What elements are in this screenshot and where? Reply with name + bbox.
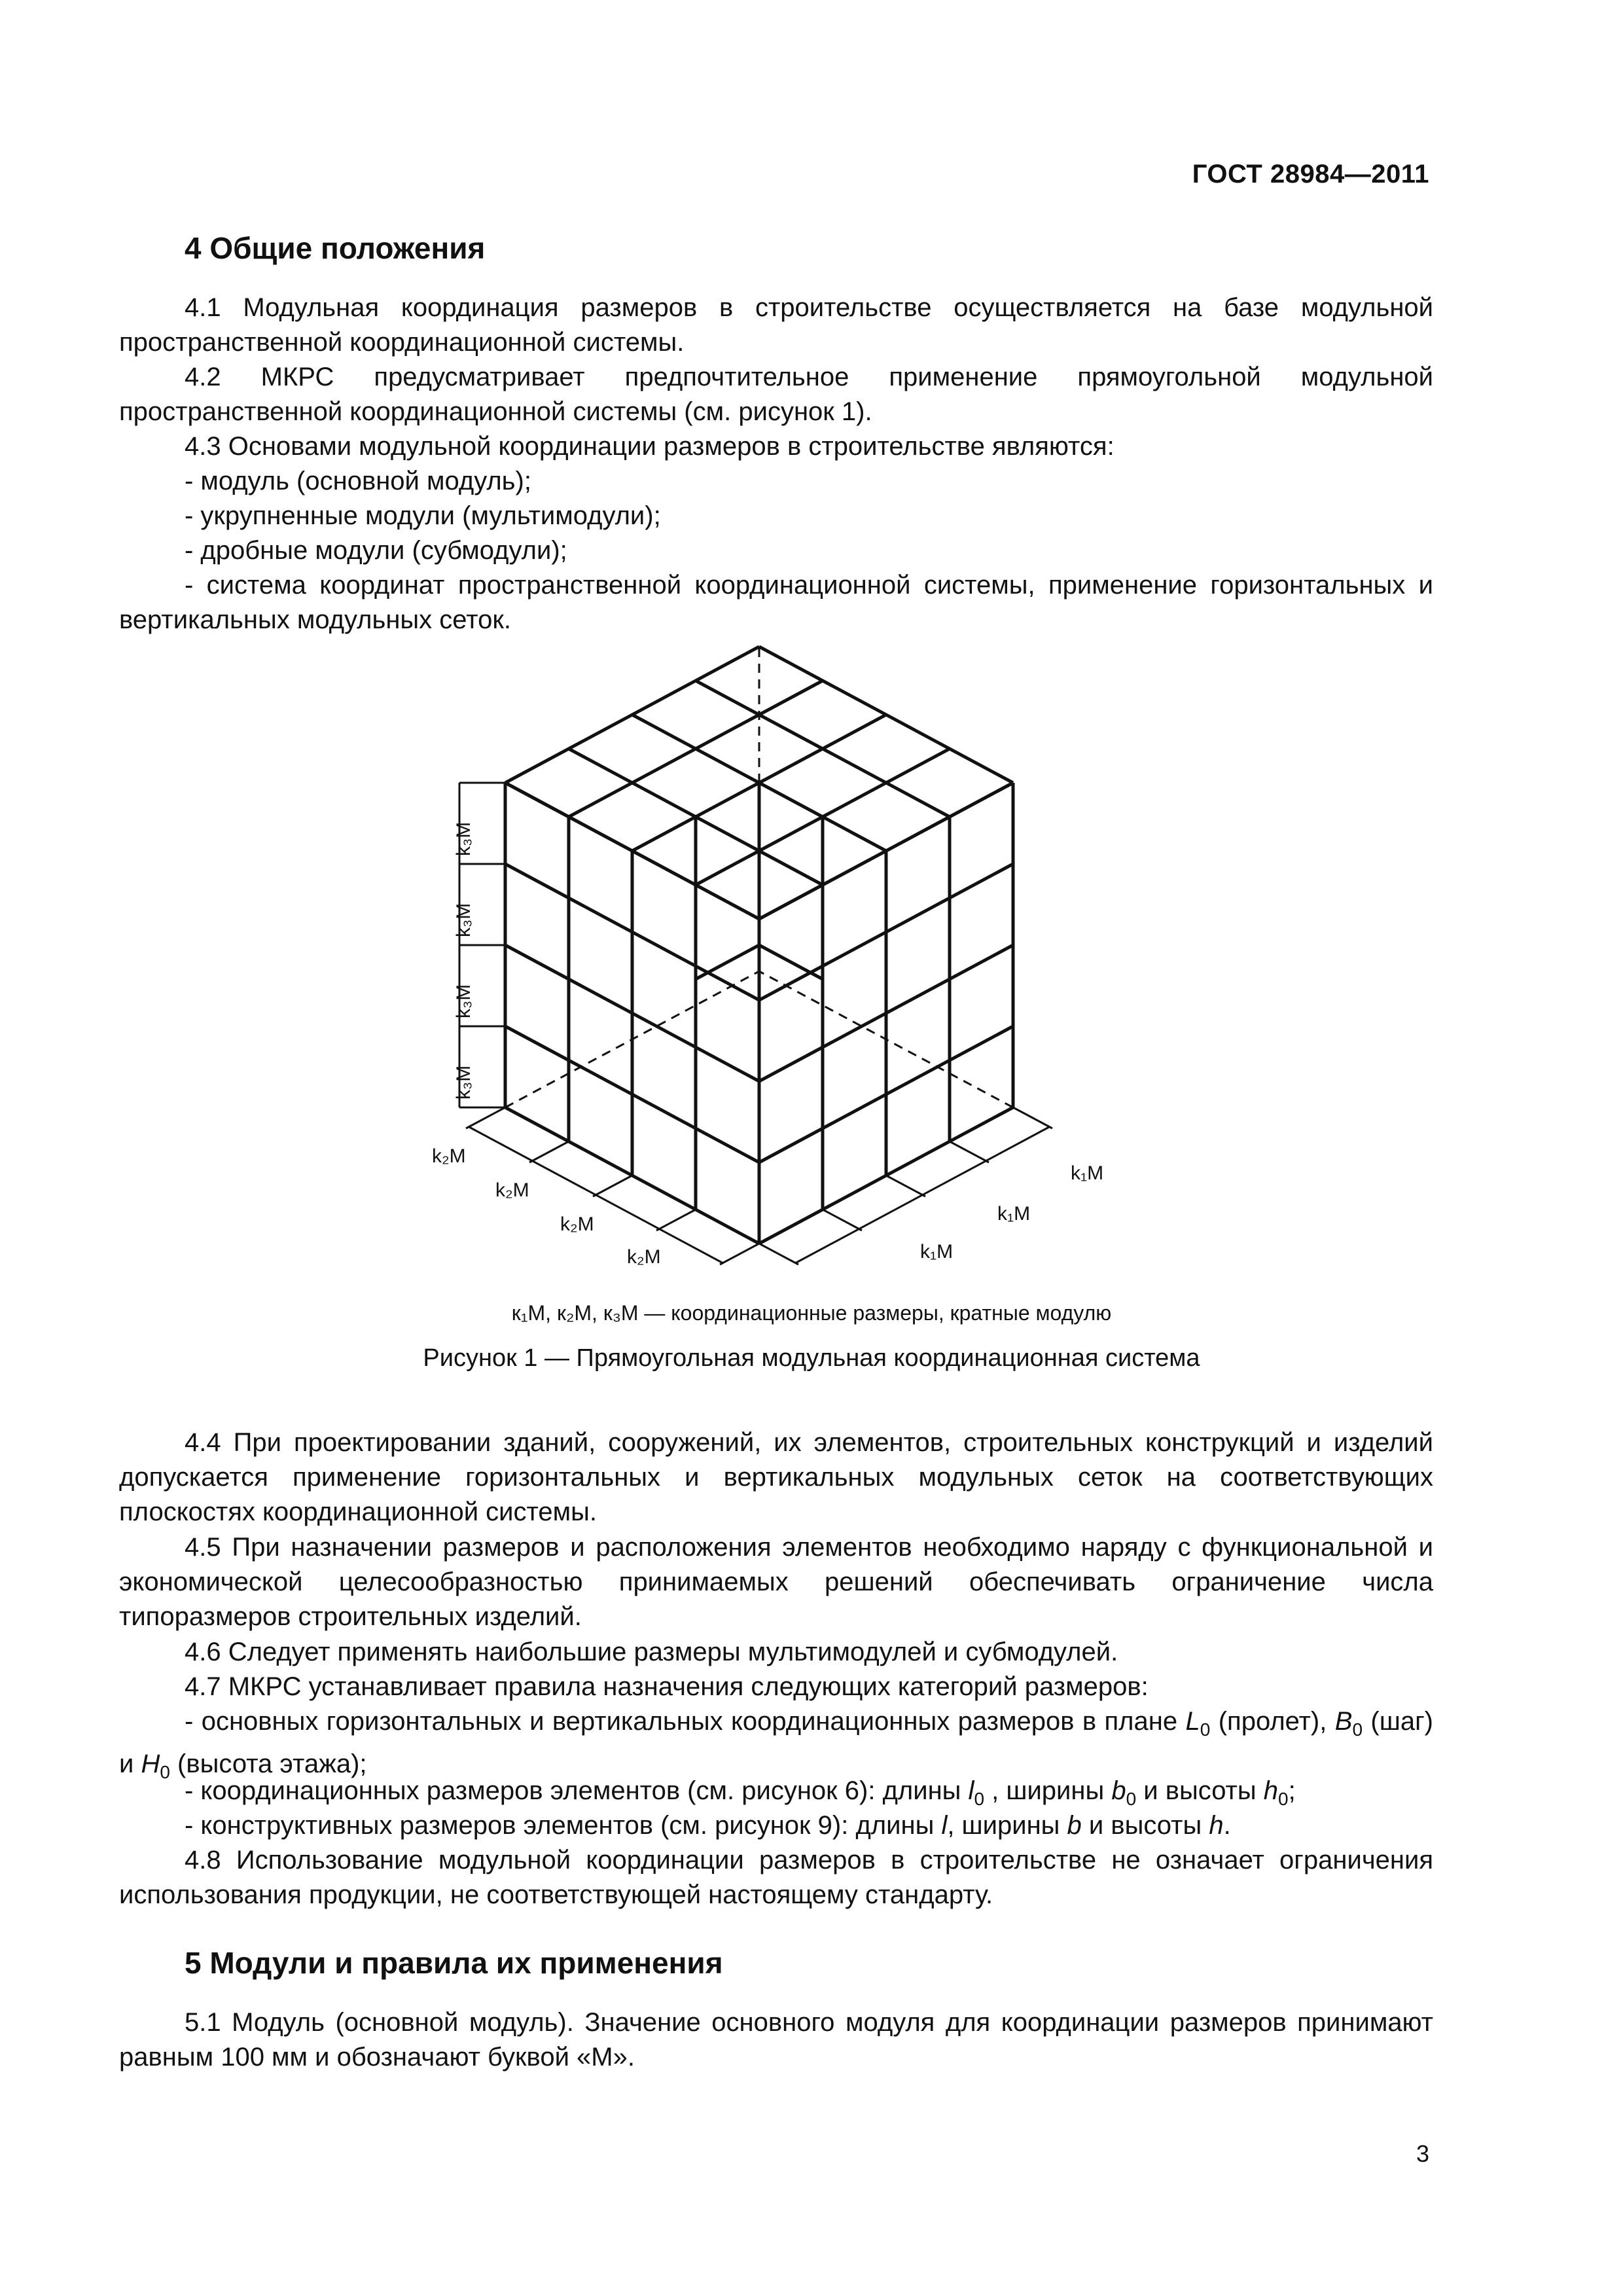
label-k3-1: k₃M [453, 821, 474, 856]
bullet-multimodules: - укрупненные модули (мультимодули); [185, 501, 661, 530]
grid-line [696, 945, 759, 979]
dimension-extension [720, 1244, 759, 1265]
paragraph-4-7: 4.7 МКРС устанавливает правила назначения следующих категорий размеров: [185, 1672, 1149, 1701]
label-k1-2: k₁M [997, 1203, 1031, 1225]
paragraph-4-7-element-dimensions: - координационных размеров элементов (см. рисунок 6): длины $l_0$ , ширины $b_0$ и высоты $h_0$; [185, 1776, 1296, 1809]
label-k1-1: k₁M [1071, 1162, 1104, 1184]
label-k1-3: k₁M [920, 1241, 954, 1263]
dimension-lines [459, 783, 1052, 1265]
dimension-extension [886, 1175, 925, 1196]
dimension-extension [529, 1141, 569, 1162]
section-5-title: 5 Модули и правила их применения [185, 1946, 723, 1980]
figure-1-caption: Рисунок 1 — Прямоугольная модульная координационная система [423, 1344, 1200, 1372]
label-k2-1: k₂M [432, 1145, 466, 1167]
page-number: 3 [1416, 2140, 1429, 2167]
paragraph-4-1: 4.1 Модульная координация размеров в строительстве осуществляется на базе модульной пространственной координационной системы. [119, 293, 1433, 357]
paragraph-4-5: 4.5 При назначении размеров и расположения элементов необходимо наряду с функциональной и экономической целесообразностью принимаемых решений обеспечивать ограничение числа типоразмеров строительных изделий. [119, 1533, 1433, 1631]
label-k2-4: k₂M [627, 1246, 661, 1268]
label-k3-3: k₃M [453, 984, 474, 1018]
paragraph-4-4: 4.4 При проектировании зданий, сооружений, их элементов, строительных конструкций и изделий допускается применение горизонтальных и вертикальных модульных сеток на соответствующих плоскостях координационной системы. [119, 1428, 1433, 1526]
paragraph-4-6: 4.6 Следует применять наибольшие размеры мультимодулей и субмодулей. [185, 1638, 1118, 1666]
modular-grid-diagram [406, 628, 1217, 1270]
figure-1-legend: к₁М, к₂М, к₃М — координационные размеры, кратные модулю [511, 1301, 1112, 1325]
paragraph-4-7-main-dimensions: - основных горизонтальных и вертикальных координационных размеров в плане $L_0$ (пролет), $B_0$ (шаг) и $H_0$ (высота этажа); [119, 1707, 1433, 1782]
dimension-extension [593, 1175, 632, 1196]
label-k2-2: k₂M [495, 1179, 529, 1201]
figure-1 [406, 628, 1217, 1270]
dimension-extension [823, 1210, 862, 1230]
section-4-title: 4 Общие положения [185, 231, 486, 265]
paragraph-4-3: 4.3 Основами модульной координации размеров в строительстве являются: [185, 432, 1115, 461]
bullet-module: - модуль (основной модуль); [185, 467, 531, 495]
dimension-extension [466, 1107, 505, 1128]
paragraph-5-1: 5.1 Модуль (основной модуль). Значение основного модуля для координации размеров принимают равным 100 мм и обозначают буквой «М». [119, 2008, 1433, 2072]
label-k3-4: k₃M [453, 1065, 474, 1100]
dimension-extension [656, 1210, 696, 1230]
paragraph-4-8: 4.8 Использование модульной координации размеров в строительстве не означает ограничения использования продукции, не соответствующей настоящему стандарту. [119, 1846, 1433, 1909]
dimension-labels [432, 822, 1103, 1268]
bullet-coordinate-system: - система координат пространственной координационной системы, применение горизонтальных и вертикальных модульных сеток. [119, 571, 1433, 634]
dimension-extension [1013, 1107, 1052, 1128]
dimension-extension [759, 1244, 798, 1265]
bullet-submodules: - дробные модули (субмодули); [185, 536, 567, 565]
label-k2-3: k₂M [560, 1213, 594, 1235]
dimension-extension [950, 1141, 989, 1162]
standard-code: ГОСТ 28984—2011 [1192, 160, 1429, 188]
paragraph-4-7-structural-dimensions: - конструктивных размеров элементов (см. рисунок 9): длины l, ширины b и высоты h. [185, 1811, 1231, 1840]
grid-line [759, 945, 823, 979]
label-k3-2: k₃M [453, 903, 474, 937]
grid-lines [505, 647, 1013, 1244]
paragraph-4-2: 4.2 МКРС предусматривает предпочтительное применение прямоугольной модульной пространственной координационной системы (см. рисунок 1). [119, 363, 1433, 426]
